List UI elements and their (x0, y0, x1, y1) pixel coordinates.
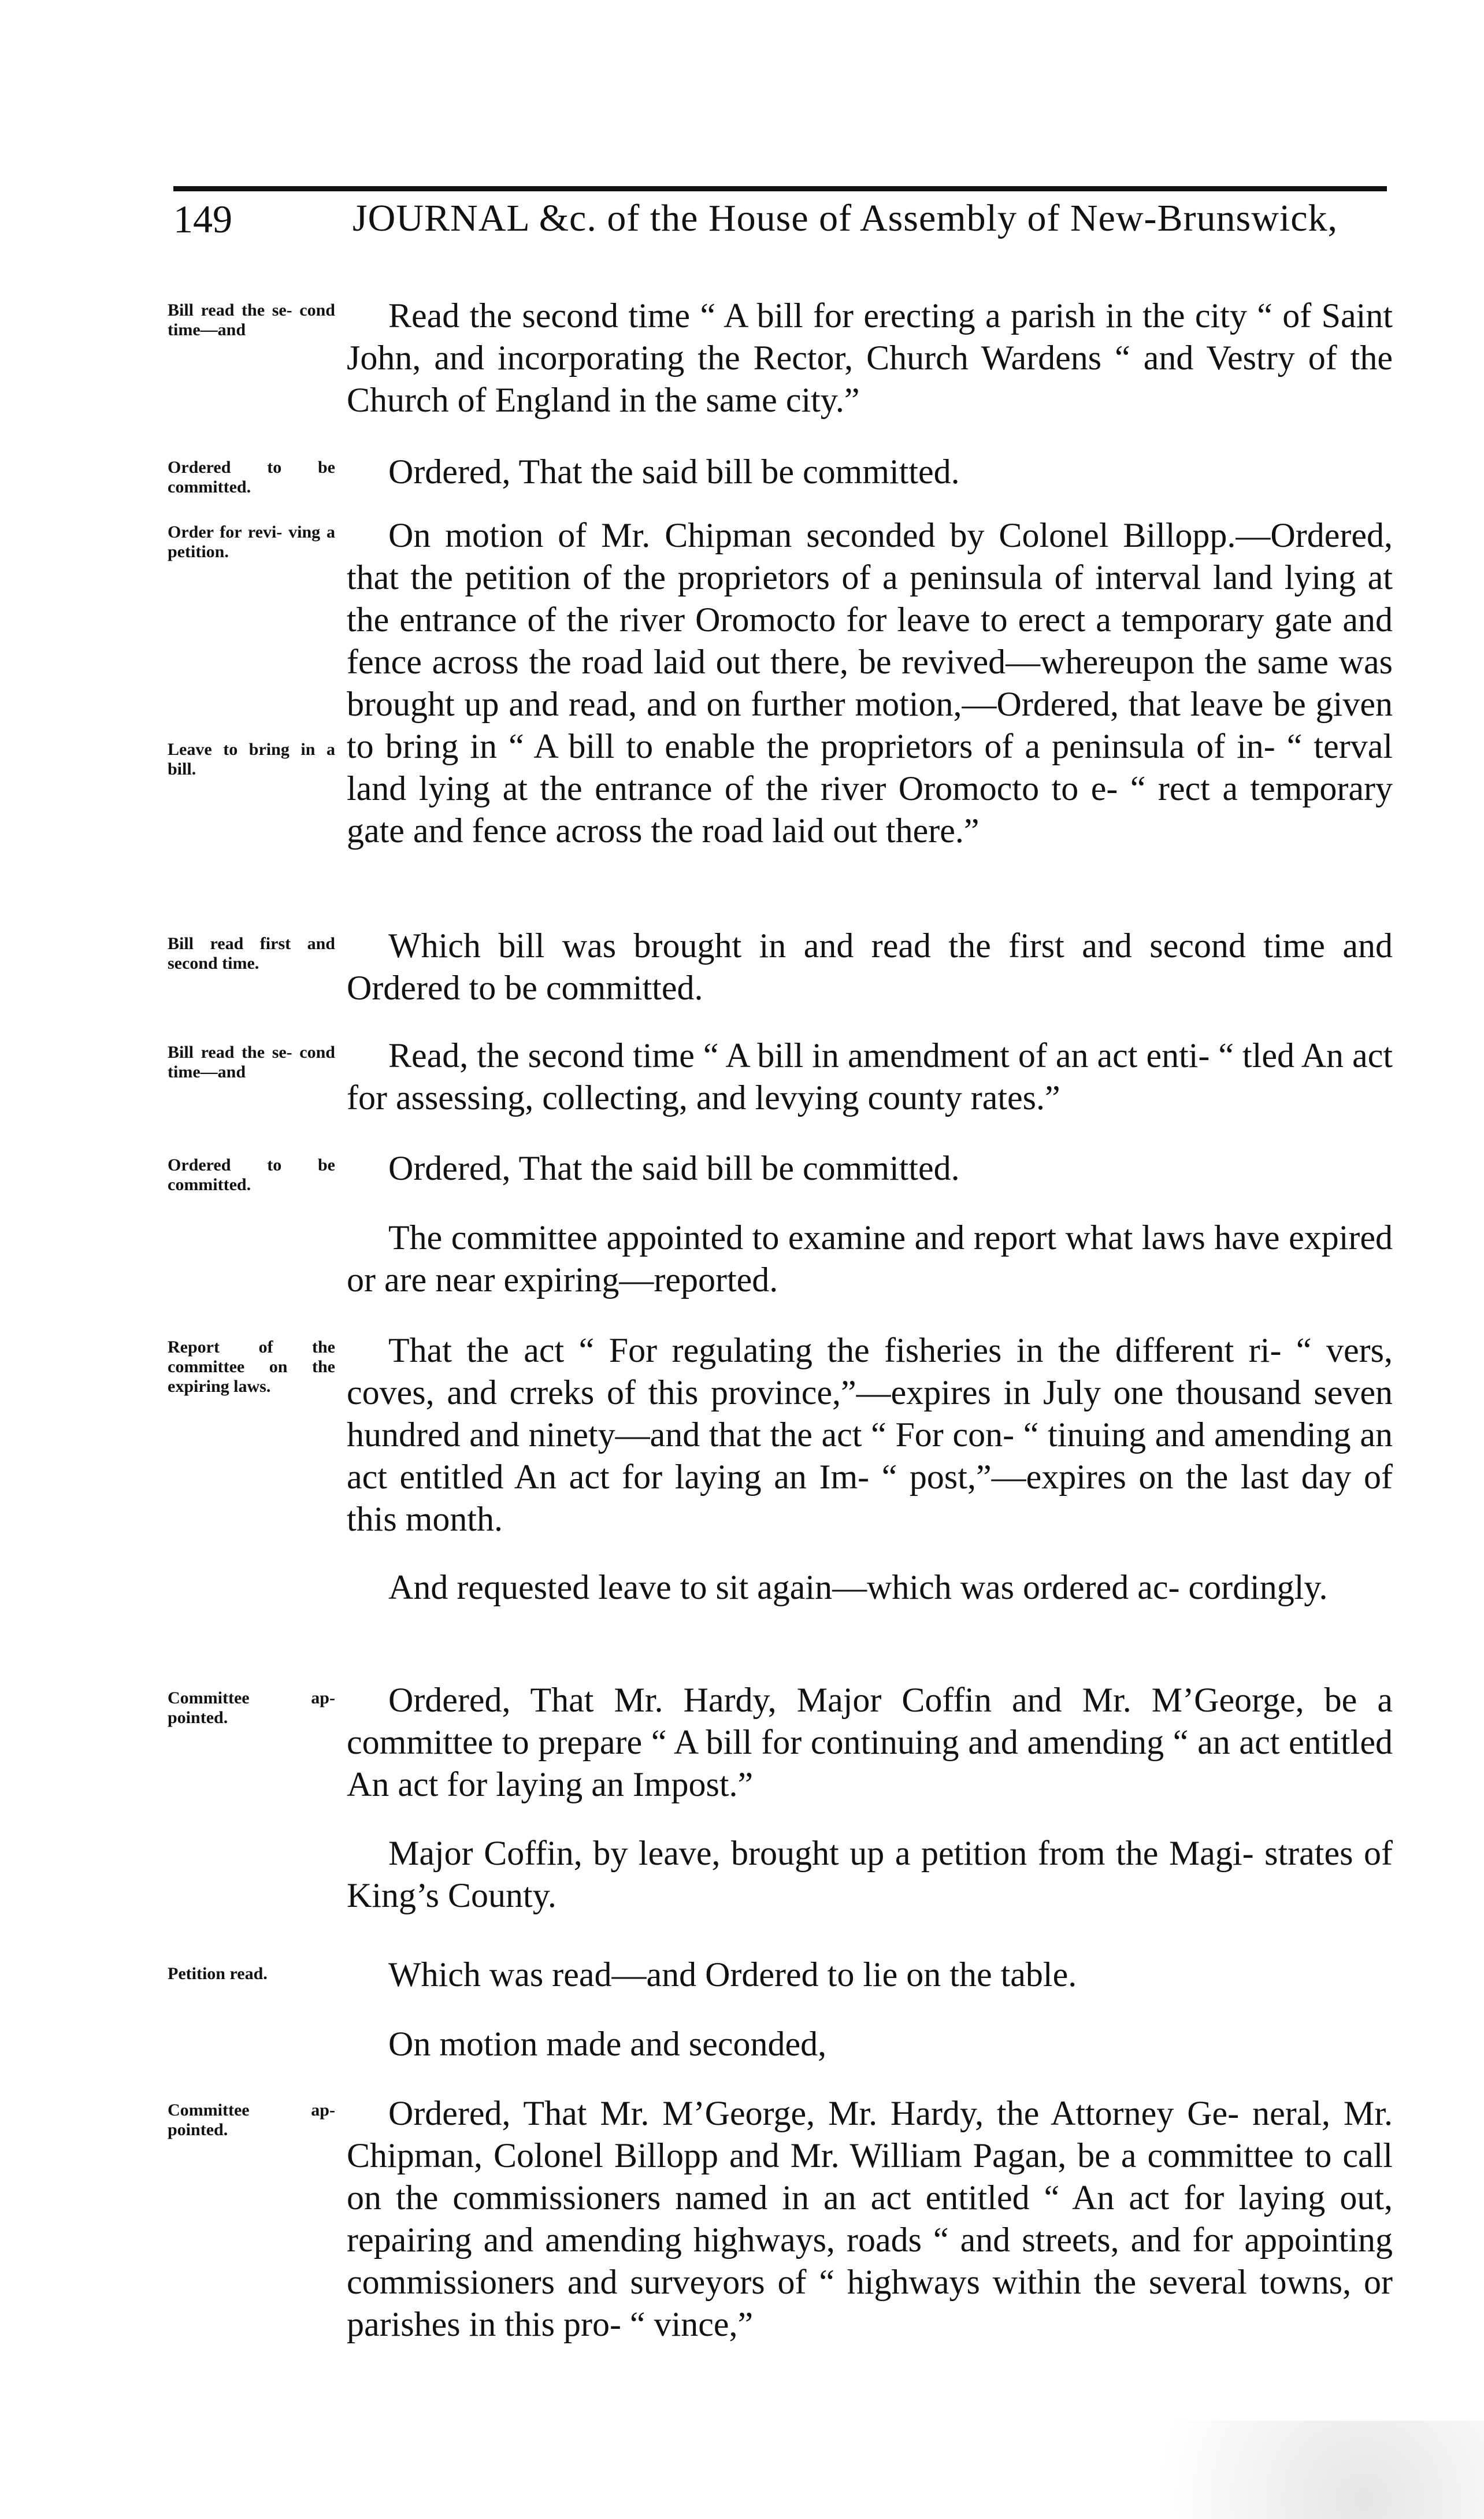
entry-text: That the act “ For regulating the fisheries in the different ri- “ vers, coves, and crreks of this province,”—expires in July one thousand seven hundred and ninety—and that the act “ For con- “ tinuing and amending an act entitled An act for laying an Im- “ post,”—expires on the last day of this month. (347, 1331, 1393, 1538)
margin-note: Committee ap- pointed. (168, 1688, 335, 1727)
entry-text: Read the second time “ A bill for erecting a parish in the city “ of Saint John, and incorporating the Rector, Church Wardens “ and Vestry of the Church of England in the same city.” (347, 297, 1393, 419)
margin-note: Petition read. (168, 1964, 268, 1983)
entry-text: And requested leave to sit again—which was ordered ac- cordingly. (388, 1568, 1328, 1606)
entry-text: Which bill was brought in and read the first and second time and Ordered to be committed. (347, 927, 1393, 1007)
entry-text: Ordered, That Mr. Hardy, Major Coffin and Mr. M’George, be a committee to prepare “ A bill for continuing and amending “ an act entitled An act for laying an Impost.” (347, 1681, 1393, 1803)
entry-text: The committee appointed to examine and report what laws have expired or are near expiring—reported. (347, 1218, 1393, 1299)
scan-noise (1079, 2421, 1484, 2519)
running-title: JOURNAL &c. of the House of Assembly of New-Brunswick, (353, 197, 1338, 239)
page-header (173, 197, 1393, 260)
entry-text: On motion made and seconded, (388, 2025, 827, 2063)
entry-text: Ordered, That Mr. M’George, Mr. Hardy, the Attorney Ge- neral, Mr. Chipman, Colonel Billopp and Mr. William Pagan, be a committee to call on the commissioners named in an act entitled “ An act for laying out, repairing and amending highways, roads “ and streets, and for appointing commissioners and surveyors of “ highways within the several towns, or parishes in this pro- “ vince,” (347, 2094, 1393, 2343)
margin-note: Bill read first and second time. (168, 934, 335, 973)
margin-note: Bill read the se- cond time—and (168, 1043, 335, 1081)
header-rule (173, 186, 1387, 191)
entry-text: Read, the second time “ A bill in amendment of an act enti- “ tled An act for assessing, collecting, and levying county rates.” (347, 1036, 1393, 1117)
entry-text: Ordered, That the said bill be committed. (388, 453, 960, 491)
entry-text: Which was read—and Ordered to lie on the table. (388, 1955, 1077, 1994)
margin-note: Bill read the se- cond time—and (168, 301, 335, 339)
margin-note: Report of the committee on the expiring laws. (168, 1338, 335, 1396)
margin-note: Leave to bring in a bill. (168, 740, 335, 779)
entry-text: On motion of Mr. Chipman seconded by Colonel Billopp.—Ordered, that the petition of the proprietors of a peninsula of interval land lying at the entrance of the river Oromocto for leave to erect a temporary gate and fence across the road laid out there, be revived—whereupon the same was brought up and read, and on further motion,—Ordered, that leave be given to bring in “ A bill to enable the proprietors of a peninsula of in- “ terval land lying at the entrance of the river Oromocto to e- “ rect a temporary gate and fence across the road laid out there.” (347, 516, 1393, 850)
page-number: 149 (173, 197, 232, 241)
entry-text: Major Coffin, by leave, brought up a petition from the Magi- strates of King’s County. (347, 1834, 1393, 1914)
margin-note: Ordered to be committed. (168, 1155, 335, 1194)
entry-text: Ordered, That the said bill be committed. (388, 1149, 960, 1187)
margin-note: Ordered to be committed. (168, 458, 335, 497)
margin-note: Committee ap- pointed. (168, 2101, 335, 2139)
margin-note: Order for revi- ving a petition. (168, 523, 335, 561)
